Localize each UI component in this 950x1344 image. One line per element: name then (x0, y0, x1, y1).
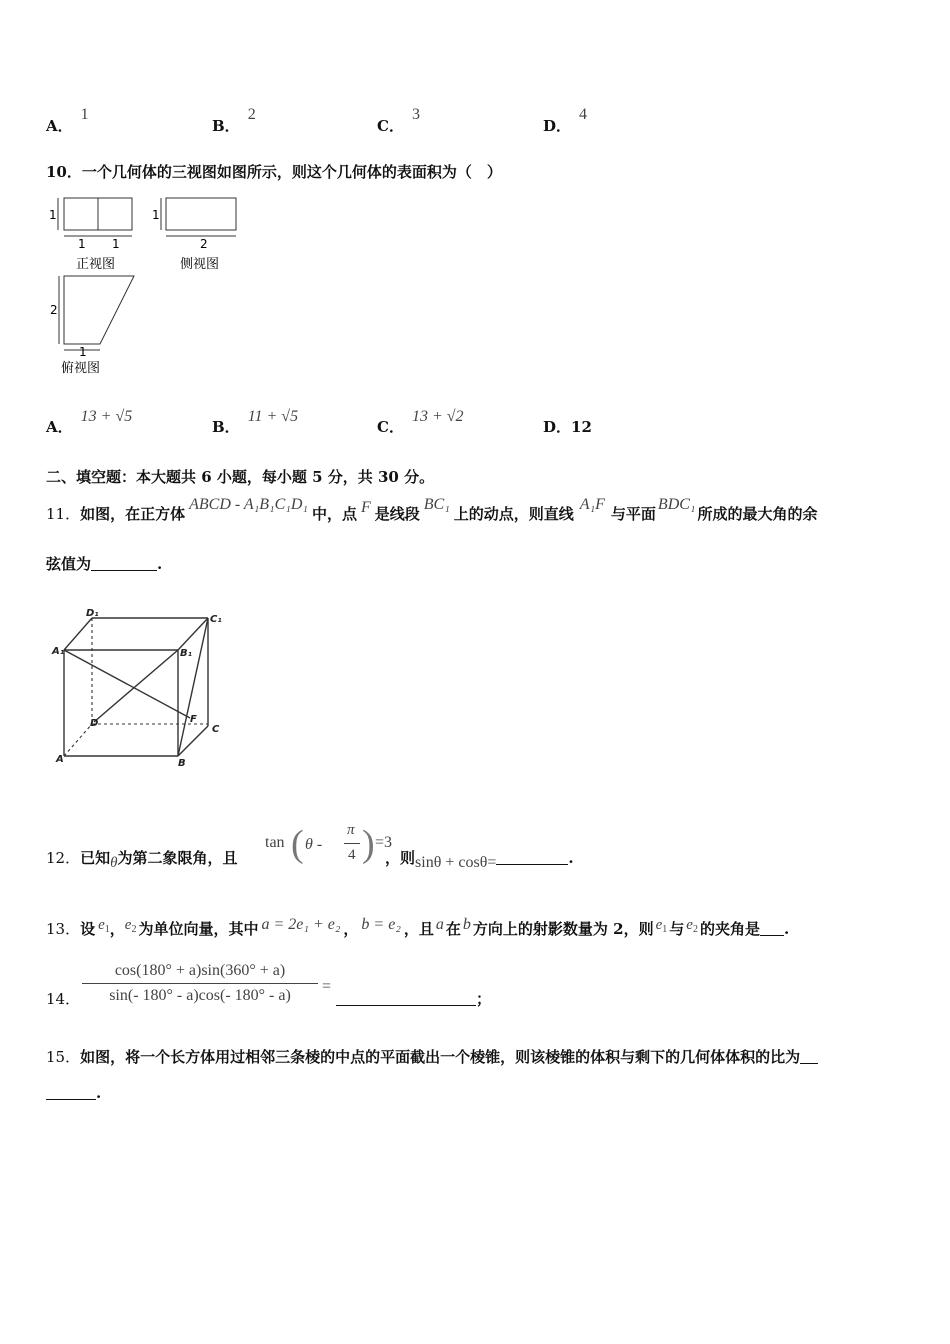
option-letter: B． (212, 117, 240, 135)
q13-b-def: b = e₂ (361, 916, 401, 933)
label-d1: D₁ (86, 608, 99, 619)
q12-end: . (568, 849, 574, 867)
option-value: 4 (579, 106, 588, 123)
q14-fraction (82, 962, 318, 1005)
front-dim-h: 1 (49, 208, 57, 222)
side-dim-h: 1 (152, 208, 160, 222)
label-c: C (212, 724, 220, 735)
q13-text-part: ，且 (403, 920, 434, 938)
top-dim-w: 1 (79, 345, 87, 359)
top-view-shape (64, 276, 134, 344)
answer-blank-cont[interactable] (46, 1085, 96, 1100)
q12-number: 12． (46, 849, 81, 867)
q15-line1 (46, 1046, 818, 1067)
q13-text-part: 与 (669, 920, 685, 938)
option-letter: D． (543, 418, 572, 436)
q9-option-d (543, 106, 588, 136)
q11-line2 (46, 553, 162, 574)
q13-e2-ref: $e_2$ (686, 917, 698, 935)
front-dim-w2: 1 (112, 237, 120, 251)
q9-option-c (377, 106, 420, 136)
q13-a: a (435, 916, 444, 933)
label-a: A (56, 754, 64, 765)
q13-text-part: 的夹角是 (699, 920, 760, 938)
option-value: 2 (247, 106, 256, 123)
q12-inner: θ - (305, 836, 323, 853)
q11-cube: ABCD - A₁B₁C₁D₁ (189, 496, 308, 513)
label-a1: A₁ (52, 646, 65, 657)
option-value: 11 + √5 (247, 408, 299, 425)
option-letter: A． (46, 418, 73, 436)
q10-text: 10．一个几何体的三视图如图所示，则这个几何体的表面积为（ ） (46, 163, 502, 181)
q12-text-part: 已知 (80, 849, 111, 867)
option-letter: C． (377, 117, 404, 135)
q13-text (46, 918, 789, 940)
q12-fraction-bar (344, 843, 360, 844)
option-letter: A． (46, 117, 73, 135)
q11-segment: BC₁ (423, 496, 450, 513)
q12-tail (385, 847, 574, 871)
answer-blank[interactable] (800, 1049, 818, 1064)
q11-line1 (46, 496, 818, 524)
q12-eq: =3 (375, 834, 393, 851)
q14-fraction-bar (82, 983, 318, 984)
q11-text: 所成的最大角的余 (697, 505, 818, 523)
option-value: 1 (80, 106, 89, 123)
q13-e1: $e_1$ (98, 917, 110, 935)
q13-e1-ref: $e_1$ (655, 917, 668, 935)
three-view-figure (44, 192, 244, 382)
answer-blank[interactable] (91, 556, 157, 571)
q9-option-b (212, 106, 256, 136)
front-dim-w1: 1 (78, 237, 86, 251)
q13-end: . (783, 920, 790, 938)
option-letter: C． (377, 418, 404, 436)
q11-end: . (157, 555, 163, 573)
q11-point-f: F (360, 499, 371, 516)
q13-text-part: 方向上的射影数量为 2，则 (472, 920, 654, 938)
label-d: D (90, 718, 99, 729)
top-dim-h: 2 (50, 303, 58, 317)
q11-text: 弦值为 (46, 555, 92, 573)
q12-paren-left: ( (291, 823, 304, 865)
q13-number: 13． (46, 920, 81, 938)
q11-text: 如图，在正方体 (80, 505, 186, 523)
q14-answer (336, 988, 491, 1009)
q13-text-part: 设 (80, 920, 96, 938)
q11-text: 中，点 (311, 505, 357, 523)
q15-text: 如图，将一个长方体用过相邻三条棱的中点的平面截出一个棱锥，则该棱锥的体积与剩下的几何体体积的比为 (80, 1048, 801, 1066)
q13-text-part: ， (109, 920, 125, 938)
option-value: 13 + √2 (411, 408, 464, 425)
option-value: 12 (571, 418, 592, 436)
side-view-rect (166, 198, 236, 230)
q12-paren-right: ) (362, 823, 375, 865)
q12-theta: θ (110, 855, 118, 871)
cube-figure (50, 604, 230, 774)
q13-text-part: ， (343, 920, 359, 938)
q13-a-def: a = 2e₁ + e₂ (261, 916, 341, 933)
option-letter: B． (212, 418, 240, 436)
answer-blank[interactable] (336, 991, 476, 1006)
q12-four: 4 (348, 847, 356, 863)
side-view-label: 侧视图 (180, 257, 220, 272)
label-c1: C₁ (210, 614, 222, 625)
q10-option-a (46, 408, 133, 437)
q10-option-c (377, 408, 464, 437)
q11-text: 是线段 (374, 505, 420, 523)
q9-option-a (46, 106, 89, 136)
q10-option-b (212, 408, 299, 437)
q14-denominator: sin(- 180° - a)cos(- 180° - a) (109, 987, 291, 1004)
q14-numerator: cos(180° + a)sin(360° + a) (114, 962, 286, 979)
q12-pi: π (347, 822, 355, 838)
answer-blank[interactable] (760, 921, 784, 936)
q12-eq2: = (487, 854, 497, 871)
q11-text: 与平面 (610, 505, 656, 523)
q12-text (46, 847, 238, 871)
q13-e2: $e_2$ (124, 917, 137, 935)
q14-eq: = (322, 978, 332, 995)
q14-end: ； (476, 990, 492, 1008)
q13-text-part: 为单位向量，其中 (138, 920, 259, 938)
label-f: F (190, 714, 197, 725)
q12-expr: sinθ + cosθ (415, 854, 488, 871)
option-value: 3 (411, 106, 420, 123)
q12-tan: tan (265, 834, 285, 851)
q15-end: . (96, 1084, 102, 1102)
q13-b: b (462, 916, 471, 933)
q11-text: 上的动点，则直线 (453, 505, 574, 523)
side-dim-w: 2 (200, 237, 208, 251)
q13-text-part: 在 (445, 920, 461, 938)
q10-option-d (543, 416, 592, 437)
label-b1: B₁ (180, 648, 193, 659)
label-b: B (178, 758, 186, 769)
front-view-label: 正视图 (76, 257, 116, 272)
option-value: 13 + √5 (80, 408, 133, 425)
q12-text-part: 为第二象限角，且 (117, 849, 238, 867)
q15-line2 (46, 1084, 101, 1102)
option-letter: D． (543, 117, 572, 135)
q12-text-part: ，则 (385, 849, 416, 867)
q14-number: 14． (46, 990, 81, 1008)
q11-plane: BDC₁ (657, 496, 696, 513)
q15-number: 15． (46, 1048, 81, 1066)
section-heading: 二、填空题：本大题共 6 小题，每小题 5 分，共 30 分。 (46, 468, 435, 486)
answer-blank[interactable] (496, 850, 568, 865)
q11-number: 11． (46, 505, 81, 523)
top-view-label: 俯视图 (61, 361, 101, 376)
q11-line: A₁F (579, 496, 605, 513)
